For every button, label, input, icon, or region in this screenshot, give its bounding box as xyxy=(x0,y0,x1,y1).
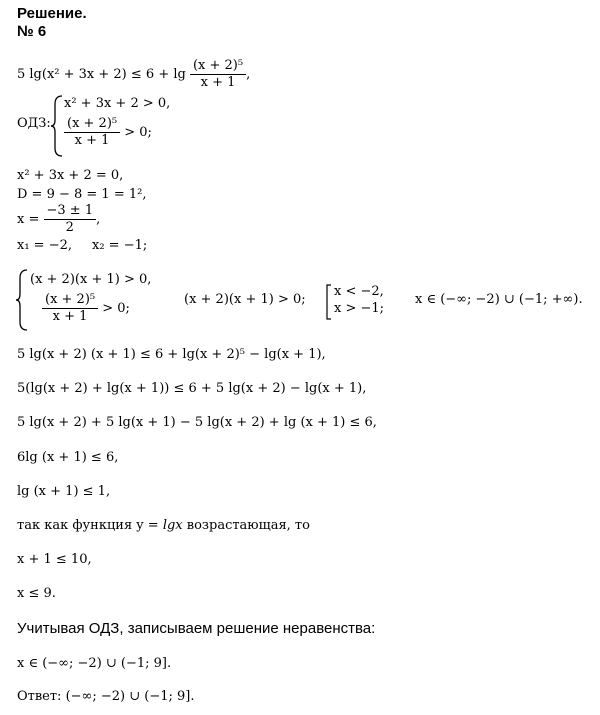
problem-number: № 6 xyxy=(17,23,47,40)
problem-lhs: 5 lg(x² + 3x + 2) ≤ 6 + lg xyxy=(17,67,186,82)
fraction-numerator: (x + 2)⁵ xyxy=(64,116,120,133)
system-row-2 xyxy=(42,292,130,325)
fraction-denominator: x + 1 xyxy=(74,133,110,148)
answer-line xyxy=(17,689,195,704)
odz-label: ОДЗ: xyxy=(17,116,51,131)
fraction-numerator: (x + 2)⁵ xyxy=(42,292,98,309)
heading-title: Решение. xyxy=(17,5,87,22)
quadratic-equation: x² + 3x + 2 = 0, xyxy=(17,168,124,183)
fraction-denominator: x + 1 xyxy=(52,309,88,324)
problem-fraction xyxy=(190,58,246,91)
problem-tail: , xyxy=(246,67,251,82)
system-brace xyxy=(15,268,29,332)
fraction-numerator: −3 ± 1 xyxy=(44,203,97,220)
roots-prefix: x = xyxy=(17,212,40,227)
monotonic-note xyxy=(17,518,310,533)
monotonic-function: lgx xyxy=(162,518,183,533)
problem-inequality xyxy=(17,58,250,91)
step-4: 6lg (x + 1) ≤ 6, xyxy=(17,450,119,465)
odz-condition-2 xyxy=(64,116,152,149)
step-5: lg (x + 1) ≤ 1, xyxy=(17,484,111,499)
answer-value: (−∞; −2) ∪ (−1; 9]. xyxy=(65,689,195,704)
inequality-2: x ≤ 9. xyxy=(17,586,56,601)
fraction-denominator: 2 xyxy=(65,220,74,235)
cases-bracket xyxy=(326,284,332,320)
system-row-1: (x + 2)(x + 1) > 0, xyxy=(30,272,152,287)
system-answer: x ∈ (−∞; −2) ∪ (−1; +∞). xyxy=(415,292,583,307)
odz-note: Учитывая ОДЗ, записываем решение неравенства: xyxy=(17,620,376,637)
roots-tail: , xyxy=(96,212,101,227)
root-x1: x₁ = −2, xyxy=(17,238,72,253)
monotonic-text: так как функция y = xyxy=(17,518,163,533)
case-1: x < −2, xyxy=(334,284,384,299)
step-3: 5 lg(x + 2) + 5 lg(x + 1) − 5 lg(x + 2) + lg (x + 1) ≤ 6, xyxy=(17,415,377,430)
answer-label: Ответ: xyxy=(17,689,62,704)
discriminant: D = 9 − 8 = 1 = 1², xyxy=(17,187,147,202)
step-2: 5(lg(x + 2) + lg(x + 1)) ≤ 6 + 5 lg(x + 2) − lg(x + 1), xyxy=(17,381,367,396)
system-fraction xyxy=(42,292,98,325)
monotonic-rest: возрастающая, то xyxy=(182,518,310,533)
odz-fraction xyxy=(64,116,120,149)
inequality-1: x + 1 ≤ 10, xyxy=(17,552,92,567)
fraction-denominator: x + 1 xyxy=(200,75,236,90)
fraction-numerator: (x + 2)⁵ xyxy=(190,58,246,75)
roots-formula xyxy=(17,203,100,236)
final-solution: x ∈ (−∞; −2) ∪ (−1; 9]. xyxy=(17,656,172,671)
product-inequality: (x + 2)(x + 1) > 0; xyxy=(184,292,306,307)
roots-fraction xyxy=(44,203,97,236)
root-x2: x₂ = −1; xyxy=(92,238,148,253)
odz-condition-1: x² + 3x + 2 > 0, xyxy=(64,96,171,111)
case-2: x > −1; xyxy=(334,301,385,316)
odz-brace xyxy=(50,94,64,158)
system-row-2-tail: > 0; xyxy=(102,301,130,316)
step-1: 5 lg(x + 2) (x + 1) ≤ 6 + lg(x + 2)⁵ − lg(x + 1), xyxy=(17,347,326,362)
odz-condition-2-tail: > 0; xyxy=(124,125,152,140)
